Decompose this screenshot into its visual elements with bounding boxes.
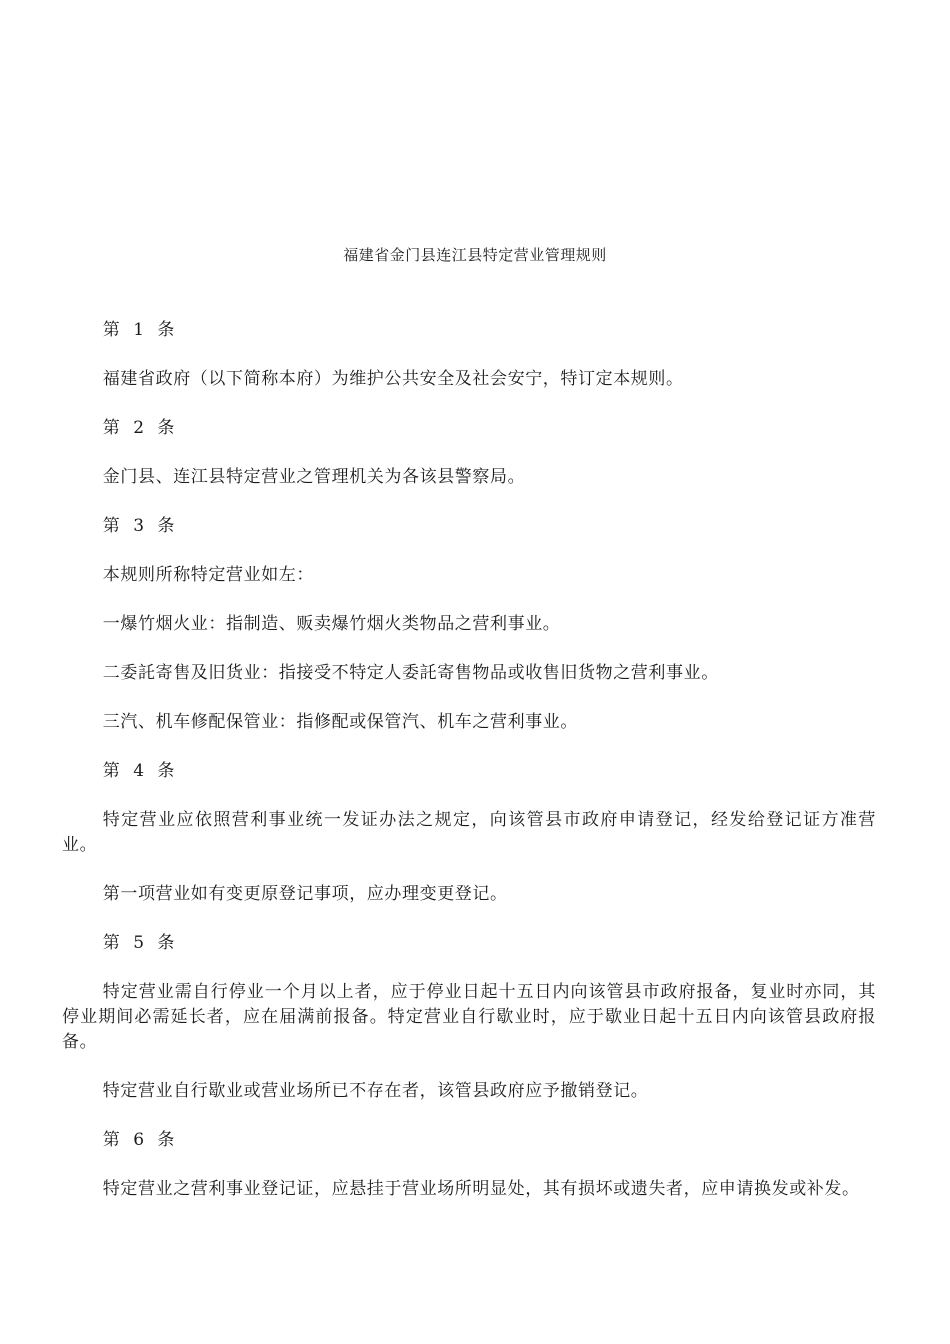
article-heading: 第 5 条 (102, 933, 179, 953)
document-body (62, 318, 876, 1226)
article-heading: 第 6 条 (102, 1130, 179, 1150)
list-item: 三汽、机车修配保管业：指修配或保管汽、机车之营利事业。 (102, 712, 578, 732)
list-item: 二委託寄售及旧货业：指接受不特定人委託寄售物品或收售旧货物之营利事业。 (102, 663, 719, 683)
paragraph: 特定营业自行歇业或营业场所已不存在者，该管县政府应予撤销登记。 (102, 1081, 649, 1101)
paragraph: 金门县、连江县特定营业之管理机关为各该县警察局。 (102, 467, 526, 487)
paragraph: 第一项营业如有变更原登记事项，应办理变更登记。 (102, 884, 508, 904)
document-title: 福建省金门县连江县特定营业管理规则 (343, 246, 607, 264)
article-heading: 第 3 条 (102, 516, 179, 536)
paragraph: 特定营业需自行停业一个月以上者，应于停业日起十五日内向该管县市政府报备，复业时亦同，其停业期间必需延长者，应在届满前报备。特定营业自行歇业时，应于歇业日起十五日内向该管县政府报备。 (62, 982, 876, 1052)
paragraph: 本规则所称特定营业如左： (102, 565, 314, 585)
list-item: 一爆竹烟火业：指制造、贩卖爆竹烟火类物品之营利事业。 (102, 614, 561, 634)
paragraph: 福建省政府（以下简称本府）为维护公共安全及社会安宁，特订定本规则。 (102, 369, 684, 389)
article-heading: 第 2 条 (102, 418, 179, 438)
article-heading: 第 1 条 (102, 320, 179, 340)
article-heading: 第 4 条 (102, 761, 179, 781)
paragraph: 特定营业之营利事业登记证，应悬挂于营业场所明显处，其有损坏或遗失者，应申请换发或补发。 (102, 1179, 860, 1199)
paragraph: 特定营业应依照营利事业统一发证办法之规定，向该管县市政府申请登记，经发给登记证方准营业。 (62, 810, 876, 855)
